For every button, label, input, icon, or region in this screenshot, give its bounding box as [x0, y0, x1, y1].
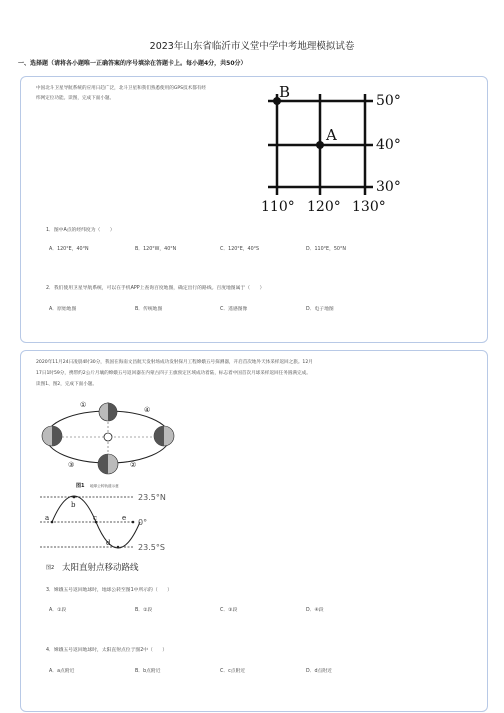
lon-label-120: 120° — [307, 199, 341, 215]
point-label-c: c — [93, 514, 97, 522]
q3-option-b[interactable]: B．②段 — [135, 608, 153, 613]
earth-bottom-icon — [98, 454, 118, 474]
dot-b — [73, 496, 76, 499]
q2-option-d[interactable]: D．电子地图 — [306, 307, 334, 312]
q2-option-c[interactable]: C．遥感图像 — [220, 307, 248, 312]
card1-intro-line2: 纬网定位功能。读图，完成下面小题。 — [36, 96, 115, 101]
lon-label-130: 130° — [352, 199, 386, 215]
fig2-caption-prefix: 图2 — [46, 565, 55, 571]
lat-label-40: 40° — [376, 137, 401, 153]
earth-left-icon — [42, 426, 62, 446]
q2-option-b[interactable]: B．传统地图 — [135, 307, 163, 312]
q4-option-b[interactable]: B．b点附近 — [135, 669, 161, 674]
question-2: 2．我们使用卫星导航系统，可以在手机APP上查询百度地图，确定出行的路线。百度地图属于（ ） — [46, 286, 265, 291]
dot-e — [132, 521, 135, 524]
point-label-a: a — [45, 514, 50, 522]
lat-label-50: 50° — [376, 93, 401, 109]
orbit-marker-4: ④ — [144, 406, 151, 414]
sun-icon — [104, 433, 112, 441]
q3-option-d[interactable]: D．④段 — [306, 608, 324, 613]
point-a — [316, 141, 324, 149]
lat-lon-grid-figure — [255, 80, 415, 215]
dot-d — [117, 546, 120, 549]
earth-right-icon — [154, 426, 174, 446]
q4-option-a[interactable]: A．a点附近 — [49, 669, 75, 674]
q1-option-d[interactable]: D．110°E，50°N — [306, 247, 346, 252]
q3-option-a[interactable]: A．①段 — [49, 608, 67, 613]
card2-intro-line3: 读图1、图2，完成下面小题。 — [36, 382, 97, 387]
point-label-d: d — [106, 539, 111, 547]
q1-option-c[interactable]: C．120°E，40°S — [220, 247, 260, 252]
fig1-caption-prefix: 图1 — [76, 483, 85, 489]
lat-label-equator: 0° — [138, 518, 148, 527]
q3-option-c[interactable]: C．③段 — [220, 608, 238, 613]
point-label-e: e — [122, 514, 127, 522]
earth-top-icon — [99, 403, 117, 421]
dot-a — [51, 521, 54, 524]
question-3: 3．嫦娥五号返回地球时，地球公转至图1中所示的（ ） — [46, 588, 173, 593]
point-label-b: b — [71, 501, 76, 509]
q1-option-a[interactable]: A．120°E，40°N — [49, 247, 89, 252]
fig2-caption: 太阳直射点移动路线 — [62, 563, 139, 572]
card2-intro-line2: 17日1时59分，携带约2公斤月壤的嫦娥五号返回器在内蒙古四子王旗预定区域成功着陆，标志着中国首次月球采样返回任务圆满完成。 — [36, 371, 311, 376]
question-card-1 — [20, 76, 488, 343]
earth-orbit-figure — [36, 392, 186, 492]
page-title: 2023年山东省临沂市义堂中学中考地理模拟试卷 — [149, 41, 355, 52]
lat-label-23n: 23.5°N — [138, 493, 166, 502]
lat-label-23s: 23.5°S — [138, 543, 165, 552]
question-4: 4．嫦娥五号返回地球时，太阳直射点位于图2中（ ） — [46, 648, 168, 653]
q2-option-a[interactable]: A．原始地图 — [49, 307, 77, 312]
lat-label-30: 30° — [376, 179, 401, 195]
section-heading: 一、选择题（请将各小题唯一正确答案的序号填涂在答题卡上。每小题4分，共50分） — [18, 60, 247, 67]
q1-option-b[interactable]: B．120°W，40°N — [135, 247, 177, 252]
q4-option-c[interactable]: C．c点附近 — [220, 669, 246, 674]
label-b: B — [279, 83, 291, 101]
fig1-caption: 地球公转轨道示意 — [90, 484, 119, 488]
card2-intro-line1: 2020年11月24日凌晨4时30分，我国在海南文昌航天发射场成功发射探月工程嫦娥五号探测器，开启首次地外天体采样返回之旅。12月 — [36, 360, 313, 365]
lon-label-110: 110° — [261, 199, 295, 215]
question-1: 1．图中A点的经纬度为（ ） — [46, 228, 115, 233]
q4-option-d[interactable]: D．d点附近 — [306, 669, 332, 674]
sun-path-figure — [36, 490, 206, 572]
card1-intro-line1: 中国北斗卫星导航系统的应用日趋广泛，北斗卫星和我们熟悉使用的GPS技术都有经 — [36, 86, 207, 91]
orbit-marker-2: ② — [130, 461, 137, 469]
orbit-marker-1: ① — [80, 401, 87, 409]
label-a: A — [326, 126, 337, 144]
orbit-marker-3: ③ — [68, 461, 75, 469]
